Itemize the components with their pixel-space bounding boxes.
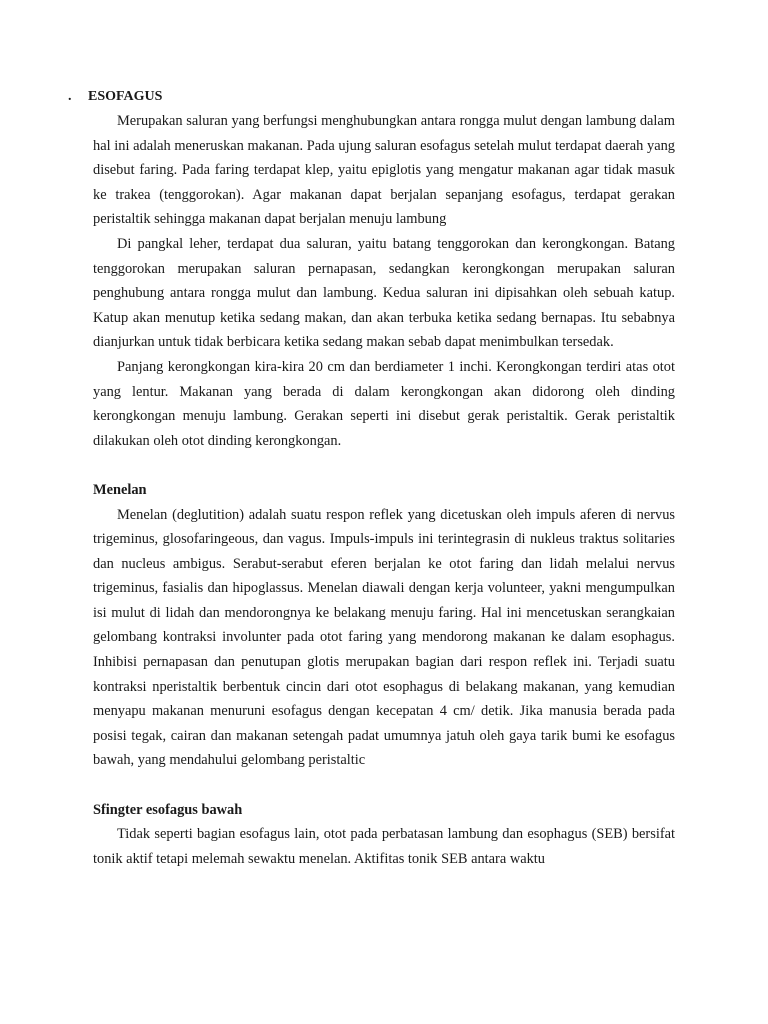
- paragraph-menelan: Menelan (deglutition) adalah suatu respon reflek yang dicetuskan oleh impuls aferen di nervus trigeminus, glosofaringeous, dan vagus. Impuls-impuls ini terintegrasin di nukleus traktus solitaries dan nucleus ambigus. Serabut-serabut eferen berjalan ke otot faring dan lidah melalui nervus trigeminus, fasialis dan hipoglassus. Menelan diawali dengan kerja volunteer, yakni mengumpulkan isi mulut di lidah dan mendorongnya ke belakang menuju faring. Hal ini mencetuskan serangkaian gelombang kontraksi involunter pada otot faring yang mendorong makanan ke dalam esophagus. Inhibisi pernapasan dan penutupan glotis merupakan bagian dari respon reflek ini. Terjadi suatu kontraksi nperistaltik berbentuk cincin dari otot esophagus di belakang makanan, yang kemudian menyapu makanan menuruni esofagus dengan kecepatan 4 cm/ detik. Jika manusia berada pada posisi tegak, cairan dan makanan setengah padat umumnya jatuh oleh gaya tarik bumi ke esofagus bawah, yang mendahului gelombang peristaltic: [93, 506, 675, 769]
- heading-bullet: .: [68, 89, 72, 104]
- section-spacer: [93, 773, 675, 798]
- paragraph-sfingter: Tidak seperti bagian esofagus lain, otot pada perbatasan lambung dan esophagus (SEB) bersifat tonik aktif tetapi melemah sewaktu menelan. Aktifitas tonik SEB antara waktu: [93, 826, 675, 867]
- paragraph-panjang-kerongkongan: Panjang kerongkongan kira-kira 20 cm dan berdiameter 1 inchi. Kerongkongan terdiri atas otot yang lentur. Makanan yang berada di dalam kerongkongan akan didorong oleh dinding kerongkongan menuju lambung. Gerakan seperti ini disebut gerak peristaltik. Gerak peristaltik dilakukan oleh otot dinding kerongkongan.: [93, 358, 675, 449]
- document-body: [93, 109, 675, 871]
- paragraph-pangkal-leher: Di pangkal leher, terdapat dua saluran, yaitu batang tenggorokan dan kerongkongan. Batang tenggorokan merupakan saluran pernapasan, sedangkan kerongkongan merupakan saluran penghubung antara rongga mulut dan lambung. Kedua saluran ini dipisahkan oleh sebuah katup. Katup akan menutup ketika sedang makan, dan akan terbuka ketika sedang bernapas. Itu sebabnya dianjurkan untuk tidak berbicara ketika sedang makan sebab dapat menimbulkan tersedak.: [93, 235, 675, 351]
- heading-title: ESOFAGUS: [88, 89, 163, 104]
- subheading-sfingter: Sfingter esofagus bawah: [93, 801, 243, 818]
- section-spacer: [93, 453, 675, 478]
- section-heading: [68, 88, 162, 106]
- paragraph-esofagus-definition: Merupakan saluran yang berfungsi menghubungkan antara rongga mulut dengan lambung dalam hal ini adalah meneruskan makanan. Pada ujung saluran esofagus setelah mulut terdapat daerah yang disebut faring. Pada faring terdapat klep, yaitu epiglotis yang mengatur makanan agar tidak masuk ke trakea (tenggorokan). Agar makanan dapat berjalan sepanjang esofagus, terdapat gerakan peristaltik sehingga makanan dapat berjalan menuju lambung: [93, 113, 675, 228]
- subheading-menelan: Menelan: [93, 481, 147, 498]
